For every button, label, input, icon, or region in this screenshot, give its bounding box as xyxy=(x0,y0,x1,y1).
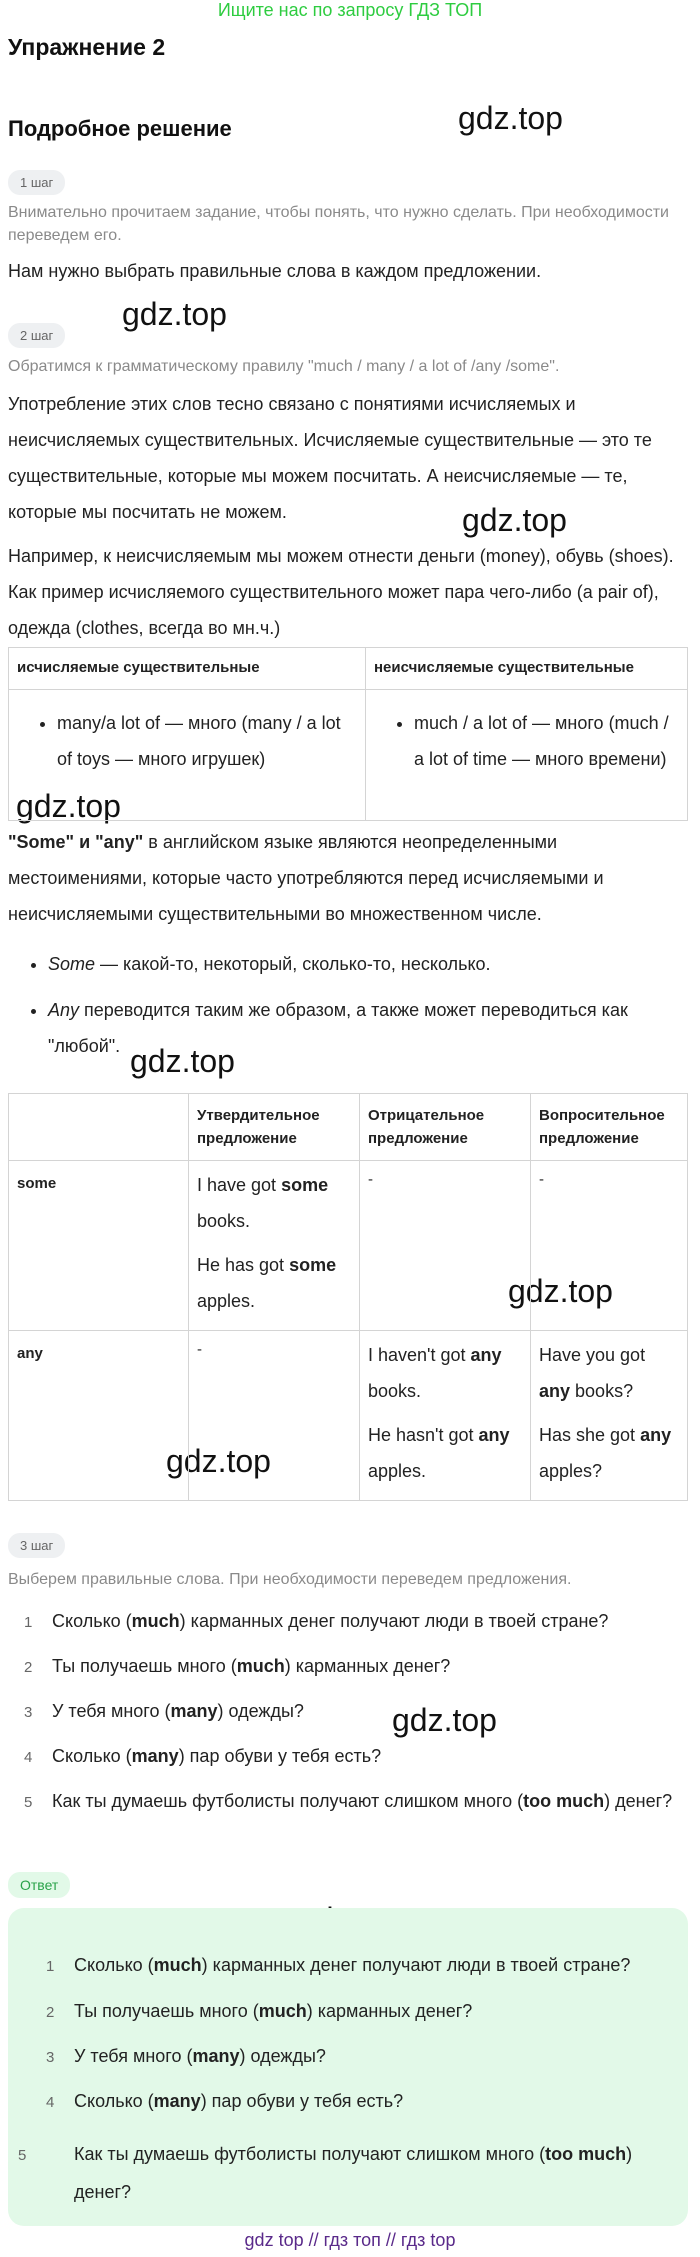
watermark: gdz.top xyxy=(16,788,121,824)
some-any-term: "Some" и "any" xyxy=(8,832,144,852)
top-banner[interactable]: Ищите нас по запросу ГДЗ ТОП xyxy=(217,0,483,20)
list-item: 4 Сколько (many) пар обуви у тебя есть? xyxy=(24,1746,382,1766)
countable-table xyxy=(8,647,688,821)
row-label: any xyxy=(9,1331,189,1501)
step-2-hint: Обратимся к грамматическому правилу "much / many / a lot of /any /some". xyxy=(8,358,560,375)
step-1-hint: Внимательно прочитаем задание, чтобы понять, что нужно сделать. При необходимости переведем его. xyxy=(8,204,669,244)
table-header: Вопросительное предложение xyxy=(531,1094,688,1161)
answer-item: 1 Сколько (much) карманных денег получают люди в твоей стране? xyxy=(46,1955,631,1975)
question-cell: - xyxy=(531,1161,688,1331)
question-cell xyxy=(531,1331,688,1501)
list-item xyxy=(48,992,688,1064)
step-2-badge: 2 шаг xyxy=(8,323,65,348)
some-any-list xyxy=(8,946,688,1064)
step-1-text: Нам нужно выбрать правильные слова в каждом предложении. xyxy=(8,261,542,281)
step-2-paragraph-1: Употребление этих слов тесно связано с понятиями исчисляемых и неисчисляемых существительных. Исчисляемые существительные — это те существительные, которые мы можем посчитать. А неисчисляемые — те, которые мы посчитать не можем. xyxy=(8,394,652,522)
list xyxy=(388,705,679,777)
table-header xyxy=(9,1094,189,1161)
list-item: 5 Как ты думаешь футболисты получают слишком много (too much) денег? xyxy=(24,1791,673,1811)
term: Any xyxy=(48,1000,80,1020)
list-item: • much / a lot of — много (much / a lot of time — много времени) xyxy=(414,705,679,777)
some-any-text: в английском языке являются неопределенными местоимениями, которые часто употребляются перед исчисляемыми и неисчисляемыми существительными во множественном числе. xyxy=(8,832,604,924)
row-label: some xyxy=(9,1161,189,1331)
table-header: неисчисляемые существительные xyxy=(366,648,688,690)
table-cell xyxy=(366,690,688,821)
table-header: Утвердительное предложение xyxy=(189,1094,360,1161)
list-item: 1 Сколько (much) карманных денег получают люди в твоей стране? xyxy=(24,1611,609,1631)
list-item xyxy=(48,946,688,982)
answer-item: 4 Сколько (many) пар обуви у тебя есть? xyxy=(46,2091,404,2111)
answer-item: 2 Ты получаешь много (much) карманных денег? xyxy=(46,2001,473,2021)
example-sentence: Has she got any apples? xyxy=(539,1425,672,1481)
list xyxy=(31,705,351,777)
term: Some xyxy=(48,954,96,974)
example-sentence: He hasn't got any apples. xyxy=(368,1425,510,1481)
some-any-table xyxy=(8,1093,688,1501)
affirmative-cell: - xyxy=(189,1331,360,1501)
watermark: gdz.top xyxy=(458,100,563,136)
step-3-hint: Выберем правильные слова. При необходимости переведем предложения. xyxy=(8,1571,572,1588)
step-2-paragraph-2: Например, к неисчисляемым мы можем отнести деньги (money), обувь (shoes). Как пример исчисляемого существительного может пара чего-либо (a pair of), одежда (clothes, всегда во мн.ч.) xyxy=(8,546,674,638)
answer-item: 3 У тебя много (many) одежды? xyxy=(46,2046,326,2066)
list-item: • many/a lot of — много (many / a lot of toys — много игрушек) xyxy=(57,705,351,777)
answer-item: 5 Как ты думаешь футболисты получают слишком много (too much) денег? xyxy=(18,2144,633,2202)
watermark: gdz.top xyxy=(122,296,227,332)
negative-cell: - xyxy=(360,1161,531,1331)
watermark: gdz.top xyxy=(462,502,567,538)
example-sentence: I have got some books. xyxy=(197,1175,329,1231)
watermark: gdz.top xyxy=(130,1043,235,1079)
watermark: gdz.top xyxy=(166,1443,271,1479)
page-title: Упражнение 2 xyxy=(8,34,166,60)
example-sentence: He has got some apples. xyxy=(197,1255,337,1311)
footer-links[interactable]: gdz top // гдз топ // гдз top xyxy=(244,2230,456,2250)
step-3-badge: 3 шаг xyxy=(8,1533,65,1558)
definition: переводится таким же образом, а также может переводиться как "любой". xyxy=(48,1000,628,1056)
affirmative-cell xyxy=(189,1161,360,1331)
watermark: gdz.top xyxy=(508,1273,613,1309)
example-sentence: I haven't got any books. xyxy=(368,1345,502,1401)
example-sentence: Have you got any books? xyxy=(539,1345,646,1401)
definition: — какой-то, некоторый, сколько-то, несколько. xyxy=(95,954,491,974)
step-1-badge: 1 шаг xyxy=(8,170,65,195)
list-item: 2 Ты получаешь много (much) карманных денег? xyxy=(24,1656,451,1676)
table-cell xyxy=(9,690,366,821)
answer-badge: Ответ xyxy=(8,1872,70,1898)
table-header: исчисляемые существительные xyxy=(9,648,366,690)
list-item: 3 У тебя много (many) одежды? xyxy=(24,1701,304,1721)
table-header: Отрицательное предложение xyxy=(360,1094,531,1161)
some-any-paragraph xyxy=(8,824,688,932)
solution-heading: Подробное решение xyxy=(8,116,232,141)
negative-cell xyxy=(360,1331,531,1501)
watermark: gdz.top xyxy=(392,1702,497,1738)
